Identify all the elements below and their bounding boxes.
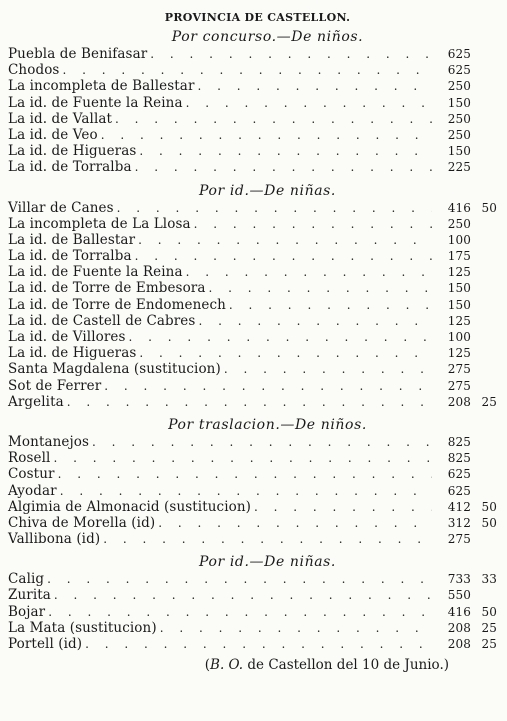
school-name: La id. de Torralba <box>8 159 132 176</box>
dot-leader <box>150 46 432 62</box>
dot-leader <box>117 200 432 216</box>
table-row <box>8 636 497 652</box>
table-row <box>8 111 497 127</box>
dot-leader <box>135 159 432 175</box>
school-name: Chiva de Morella (id) <box>8 514 156 531</box>
dot-leader <box>186 264 432 280</box>
amount-value: 250 <box>447 216 471 231</box>
school-name: La Mata (sustitucion) <box>8 619 157 636</box>
table-row <box>8 378 497 394</box>
table-row <box>8 483 497 499</box>
table-row <box>8 604 497 620</box>
amount-value: 150 <box>447 281 471 296</box>
dot-leader <box>67 394 432 410</box>
table-row <box>8 143 497 159</box>
school-name: Santa Magdalena (sustitucion) <box>8 361 221 378</box>
dot-leader <box>254 499 432 515</box>
amount-value: 825 <box>447 451 471 466</box>
cents-value: 33 <box>481 572 497 587</box>
school-name: Argelita <box>8 393 64 410</box>
dot-leader <box>101 127 432 143</box>
school-name: Chodos <box>8 62 60 79</box>
section-heading: Por traslacion.—De niños. <box>168 416 367 433</box>
dot-leader <box>139 345 432 361</box>
amount-value: 412 <box>447 499 471 514</box>
sections-container <box>8 28 497 652</box>
school-name: Villar de Canes <box>8 199 114 216</box>
table-row <box>8 361 497 377</box>
dot-leader <box>186 95 432 111</box>
table-row <box>8 127 497 143</box>
amount-value: 208 <box>447 620 471 635</box>
dot-leader <box>60 483 432 499</box>
amount-value: 250 <box>447 111 471 126</box>
table-row <box>8 313 497 329</box>
amount-value: 625 <box>447 483 471 498</box>
table-row <box>8 531 497 547</box>
cents-value: 50 <box>481 499 497 514</box>
amount-value: 625 <box>447 467 471 482</box>
table-row <box>8 78 497 94</box>
dot-leader <box>92 434 432 450</box>
table-row <box>8 200 497 216</box>
cents-value: 50 <box>481 200 497 215</box>
school-name: Portell (id) <box>8 636 83 652</box>
dot-leader <box>224 361 432 377</box>
table-row <box>8 216 497 232</box>
school-name: Ayodar <box>8 482 57 499</box>
amount-value: 150 <box>447 297 471 312</box>
amount-value: 550 <box>447 588 471 603</box>
amount-value: 275 <box>447 532 471 547</box>
school-name: La incompleta de Ballestar <box>8 78 195 95</box>
cents-value: 25 <box>481 394 497 409</box>
dot-leader <box>54 587 432 603</box>
school-name: La id. de Torre de Endomenech <box>8 296 226 313</box>
dot-leader <box>194 216 432 232</box>
amount-value: 275 <box>447 378 471 393</box>
school-name: La id. de Higueras <box>8 143 137 160</box>
dot-leader <box>198 313 432 329</box>
amount-value: 175 <box>447 249 471 264</box>
page-title: PROVINCIA DE CASTELLON. <box>164 11 351 24</box>
table-row <box>8 280 497 296</box>
table-row <box>8 587 497 603</box>
dot-leader <box>62 62 432 78</box>
school-name: La id. de Higueras <box>8 345 137 362</box>
table-row <box>8 499 497 515</box>
school-name: La id. de Vallat <box>8 110 113 127</box>
dot-leader <box>198 78 433 94</box>
table-row <box>8 450 497 466</box>
amount-value: 250 <box>447 127 471 142</box>
table-row <box>8 345 497 361</box>
dot-leader <box>209 280 432 296</box>
source-citation <box>8 656 497 674</box>
cents-value: 25 <box>481 637 497 651</box>
table-row <box>8 394 497 410</box>
amount-value: 416 <box>447 604 471 619</box>
school-name: La id. de Torralba <box>8 248 132 265</box>
dot-leader <box>103 531 432 547</box>
amount-value: 208 <box>447 394 471 409</box>
dot-leader <box>48 604 432 620</box>
amount-value: 825 <box>447 434 471 449</box>
table-row <box>8 515 497 531</box>
amount-value: 733 <box>447 572 471 587</box>
table-row <box>8 159 497 175</box>
school-name: La id. de Castell de Cabres <box>8 312 196 329</box>
amount-value: 250 <box>447 79 471 94</box>
table-row <box>8 248 497 264</box>
cents-value: 25 <box>481 620 497 635</box>
school-name: La id. de Villores <box>8 329 126 345</box>
amount-value: 125 <box>447 346 471 361</box>
school-name: La id. de Fuente la Reina <box>8 264 183 281</box>
school-name: Bojar <box>8 603 46 620</box>
dot-leader <box>229 297 432 313</box>
table-row <box>8 46 497 62</box>
amount-value: 275 <box>447 362 471 377</box>
source-rest: de Castellon del 10 de Junio.) <box>247 657 449 674</box>
school-name: Calig <box>8 571 45 588</box>
school-name: Vallibona (id) <box>8 531 101 548</box>
amount-value: 625 <box>447 47 471 61</box>
amount-value: 125 <box>447 313 471 328</box>
amount-value: 208 <box>447 637 471 651</box>
cents-value: 50 <box>481 604 497 619</box>
dot-leader <box>129 329 432 345</box>
dot-leader <box>160 620 432 636</box>
cents-value: 50 <box>481 515 497 530</box>
amount-value: 625 <box>447 63 471 78</box>
source-bulletin: B. O. <box>210 657 244 674</box>
table-row <box>8 264 497 280</box>
school-name: Montanejos <box>8 433 90 450</box>
table-row <box>8 466 497 482</box>
table-row <box>8 297 497 313</box>
school-name: Algimia de Almonacid (sustitucion) <box>8 498 252 515</box>
amount-value: 100 <box>447 232 471 247</box>
amount-value: 125 <box>447 265 471 280</box>
school-name: La id. de Torre de Embesora <box>8 280 206 297</box>
dot-leader <box>53 450 432 466</box>
amount-value: 150 <box>447 95 471 110</box>
school-name: Costur <box>8 466 55 483</box>
amount-value: 150 <box>447 144 471 159</box>
table-row <box>8 620 497 636</box>
school-name: La id. de Veo <box>8 126 98 143</box>
dot-leader <box>58 466 432 482</box>
table-row <box>8 329 497 345</box>
amount-value: 416 <box>447 200 471 215</box>
table-row <box>8 95 497 111</box>
school-name: Zurita <box>8 587 51 604</box>
school-name: La id. de Fuente la Reina <box>8 94 183 111</box>
school-name: Rosell <box>8 450 51 467</box>
amount-value: 100 <box>447 330 471 344</box>
dot-leader <box>138 232 432 248</box>
amount-value: 225 <box>447 160 471 175</box>
school-name: La id. de Ballestar <box>8 231 136 248</box>
dot-leader <box>85 636 432 652</box>
table-row <box>8 232 497 248</box>
dot-leader <box>135 248 432 264</box>
table-row <box>8 571 497 587</box>
table-row <box>8 434 497 450</box>
dot-leader <box>158 515 432 531</box>
amount-value: 312 <box>447 515 471 530</box>
school-name: La incompleta de La Llosa <box>8 215 191 232</box>
dot-leader <box>47 571 432 587</box>
school-name: Puebla de Benifasar <box>8 46 148 62</box>
school-name: Sot de Ferrer <box>8 377 102 394</box>
dot-leader <box>139 143 432 159</box>
source-prefix: ( <box>204 657 211 674</box>
dot-leader <box>104 378 432 394</box>
section-heading: Por id.—De niñas. <box>199 554 336 571</box>
table-row <box>8 62 497 78</box>
dot-leader <box>115 111 432 127</box>
section-heading: Por id.—De niñas. <box>199 182 336 199</box>
section-heading: Por concurso.—De niños. <box>171 29 364 45</box>
